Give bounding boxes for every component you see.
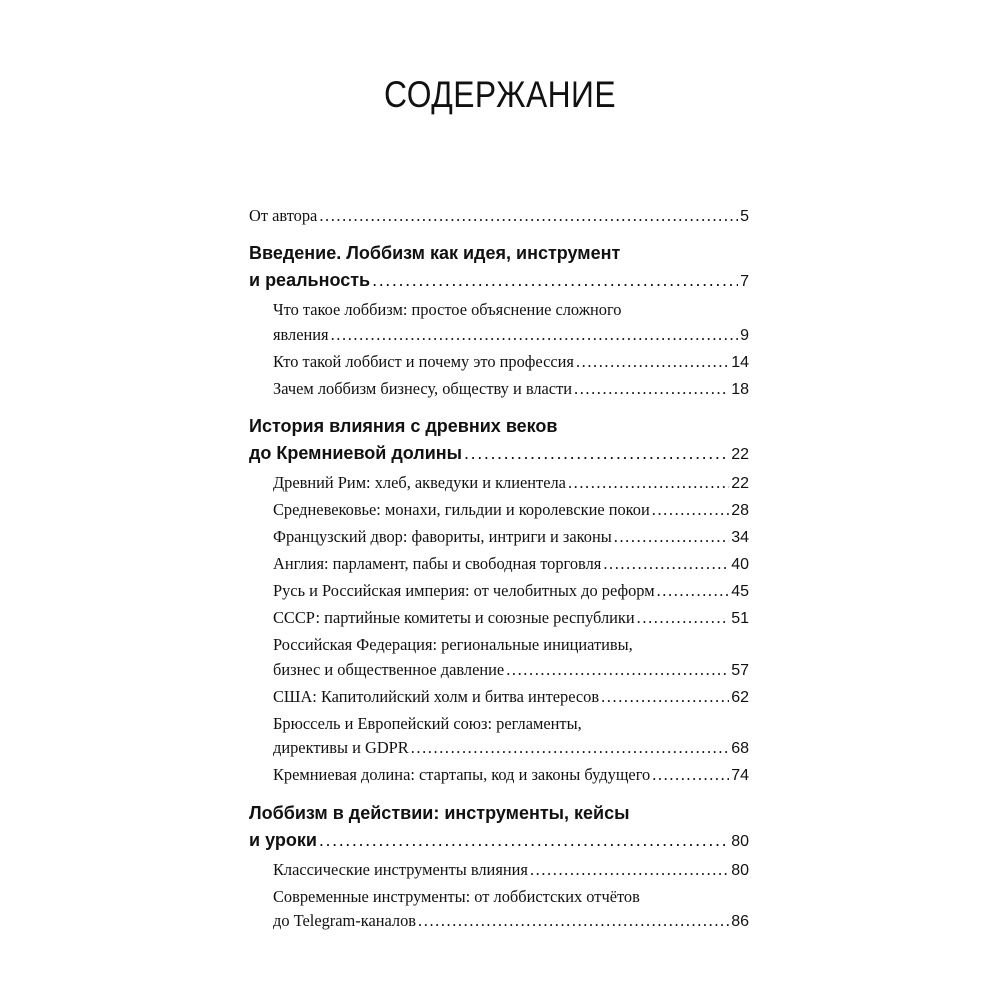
- toc-entry[interactable]: [249, 298, 749, 348]
- toc-page-number: 68: [731, 740, 749, 757]
- toc-section-introduction[interactable]: [249, 240, 749, 295]
- toc-section-label-line1: Лоббизм в действии: инструменты, кейсы: [249, 802, 630, 823]
- leader-dots: [603, 552, 729, 577]
- toc-entry-label: США: Капитолийский холм и битва интересов: [273, 686, 600, 706]
- toc-section-label-line2: до Кремниевой долины: [249, 443, 463, 463]
- toc-entry-label: Средневековье: монахи, гильдии и королевские покои: [273, 500, 650, 519]
- leader-dots: [530, 858, 729, 883]
- toc-line: [273, 498, 749, 524]
- toc-page-number: 86: [731, 913, 749, 930]
- toc-entry-label: Французский двор: фавориты, интриги и законы: [273, 527, 612, 546]
- toc-entry-label: СССР: партийные комитеты и союзные республики: [273, 608, 635, 627]
- toc-entry-label-line1: Российская Федерация: региональные инициативы,: [273, 635, 633, 654]
- toc-page-number: 74: [731, 767, 749, 784]
- toc-page-number: 9: [740, 326, 749, 344]
- toc-section-lobbying-in-action[interactable]: [249, 800, 749, 855]
- toc-line: [273, 377, 749, 403]
- toc-entry-label: Кто такой лоббист и почему это профессия: [273, 351, 574, 371]
- toc-page-number: 14: [731, 353, 749, 371]
- toc-entry[interactable]: [249, 885, 749, 935]
- toc-entry-label: Древний Рим: хлеб, акведуки и клиентела: [273, 473, 566, 492]
- toc-entry[interactable]: [249, 471, 749, 497]
- toc-page-number: 22: [731, 475, 749, 492]
- toc-entry[interactable]: [249, 633, 749, 683]
- toc-section-history[interactable]: [249, 413, 749, 468]
- toc-line: [249, 267, 749, 295]
- leader-dots: [331, 323, 738, 348]
- leader-dots: [614, 525, 729, 550]
- leader-dots: [506, 658, 729, 683]
- leader-dots: [464, 440, 729, 467]
- page-title: СОДЕРЖАНИЕ: [384, 74, 616, 115]
- table-of-contents: [249, 203, 749, 936]
- toc-line: [273, 606, 749, 632]
- leader-dots: [652, 763, 729, 788]
- leader-dots: [657, 579, 730, 604]
- toc-page-number: 28: [731, 502, 749, 519]
- toc-entry-label-line2: директивы и GDPR: [273, 738, 409, 757]
- toc-line: [249, 440, 749, 468]
- toc-line: [273, 323, 749, 349]
- toc-line: [273, 298, 749, 323]
- toc-entry-label: Классические инструменты влияния: [273, 859, 528, 879]
- toc-line: [273, 633, 749, 658]
- toc-line: [273, 885, 749, 910]
- toc-page-number: 34: [731, 529, 749, 546]
- toc-line: [273, 909, 749, 935]
- toc-entry-label: Кремниевая долина: стартапы, код и законы будущего: [273, 765, 651, 784]
- toc-section-label-line1: Введение. Лоббизм как идея, инструмент: [249, 243, 621, 263]
- toc-entry[interactable]: [249, 498, 749, 524]
- toc-entry-label: От автора: [249, 206, 318, 225]
- toc-page-number: 18: [731, 380, 749, 398]
- toc-line: [249, 203, 749, 229]
- toc-page-number: 22: [731, 446, 749, 463]
- toc-line: [273, 658, 749, 684]
- toc-entry-label-line2: бизнес и общественное давление: [273, 659, 505, 679]
- toc-line: [273, 579, 749, 605]
- toc-entry[interactable]: [249, 685, 749, 711]
- toc-line: [273, 736, 749, 762]
- toc-entry-label: Русь и Российская империя: от челобитных до реформ: [273, 581, 655, 600]
- toc-line: [273, 712, 749, 737]
- leader-dots: [568, 471, 729, 496]
- toc-page-number: 51: [731, 610, 749, 627]
- toc-entry[interactable]: [249, 858, 749, 884]
- leader-dots: [319, 827, 729, 854]
- leader-dots: [637, 606, 730, 631]
- toc-page-number: 5: [740, 208, 749, 225]
- toc-entry-label: Англия: парламент, пабы и свободная торговля: [273, 554, 602, 573]
- toc-page-number: 80: [731, 861, 749, 879]
- toc-page-number: 45: [731, 583, 749, 600]
- toc-entry[interactable]: [249, 579, 749, 605]
- toc-entry[interactable]: [249, 552, 749, 578]
- toc-line: [249, 240, 749, 267]
- toc-section-label-line1: История влияния с древних веков: [249, 416, 558, 436]
- leader-dots: [319, 203, 738, 228]
- toc-page-number: 80: [731, 832, 749, 850]
- leader-dots: [601, 685, 729, 710]
- toc-line: [249, 413, 749, 440]
- toc-line: [273, 858, 749, 884]
- toc-entry-label-line1: Брюссель и Европейский союз: регламенты,: [273, 713, 582, 733]
- toc-entry[interactable]: [249, 350, 749, 376]
- toc-line: [249, 800, 749, 827]
- toc-line: [273, 763, 749, 789]
- leader-dots: [574, 377, 729, 402]
- toc-entry[interactable]: [249, 763, 749, 789]
- toc-entry[interactable]: [249, 606, 749, 632]
- leader-dots: [411, 736, 730, 761]
- leader-dots: [418, 909, 729, 934]
- toc-entry-label: Зачем лоббизм бизнесу, обществу и власти: [273, 378, 573, 398]
- toc-line: [273, 471, 749, 497]
- toc-page-number: 40: [731, 556, 749, 573]
- toc-entry-label-line1: Современные инструменты: от лоббистских отчётов: [273, 886, 640, 906]
- toc-entry[interactable]: [249, 712, 749, 762]
- leader-dots: [372, 267, 738, 294]
- toc-entry-author[interactable]: [249, 203, 749, 229]
- toc-line: [273, 525, 749, 551]
- toc-page-number: 7: [740, 273, 749, 290]
- toc-page-number: 57: [731, 661, 749, 679]
- toc-line: [273, 685, 749, 711]
- toc-entry-label-line2: до Telegram-каналов: [273, 911, 417, 930]
- toc-entry-label-line1: Что такое лоббизм: простое объяснение сложного: [273, 300, 622, 319]
- leader-dots: [652, 498, 729, 523]
- toc-entry-label-line2: явления: [273, 324, 329, 344]
- toc-line: [273, 552, 749, 578]
- toc-line: [273, 350, 749, 376]
- toc-entry[interactable]: [249, 525, 749, 551]
- toc-line: [249, 827, 749, 855]
- toc-page-number: 62: [731, 688, 749, 706]
- toc-entry[interactable]: [249, 377, 749, 403]
- toc-section-label-line2: и реальность: [249, 270, 371, 290]
- leader-dots: [576, 350, 729, 375]
- toc-section-label-line2: и уроки: [249, 829, 317, 850]
